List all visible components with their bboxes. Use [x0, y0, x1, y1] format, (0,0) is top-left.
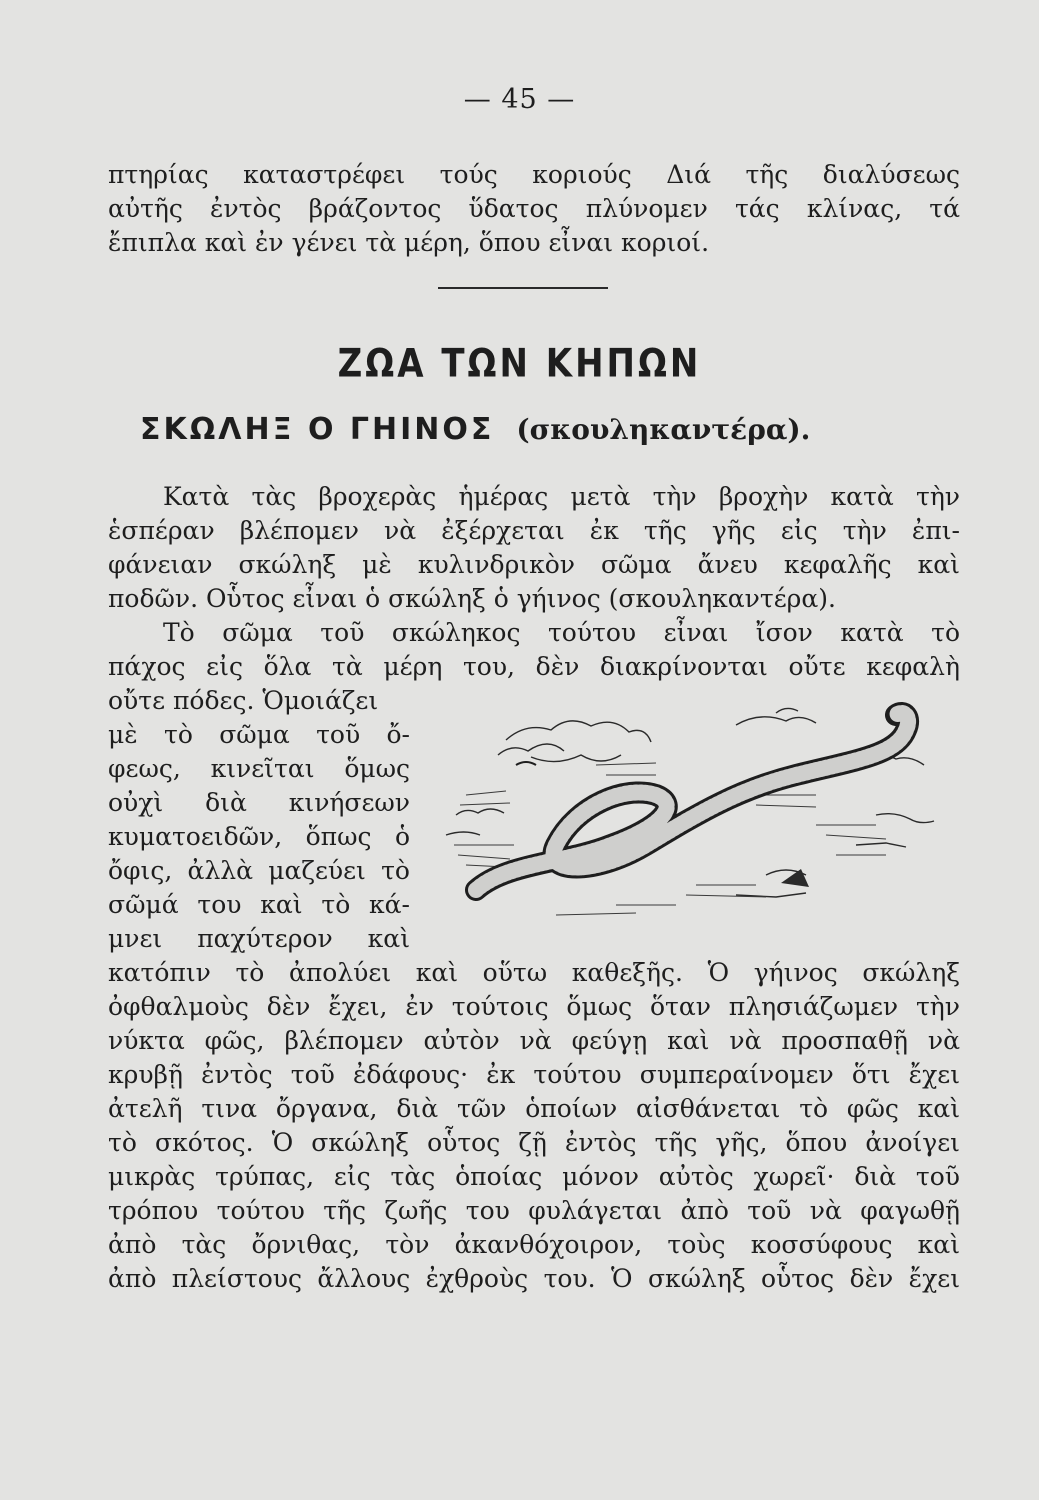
subsection-heading: [140, 412, 810, 447]
paragraph-line: ἑσπέραν βλέπομεν νὰ ἐξέρχεται ἐκ τῆς γῆς εἰς τὴν ἐπι-: [108, 516, 960, 545]
page-number: — 45 —: [463, 84, 576, 115]
paragraph-line: κρυβῇ ἐντὸς τοῦ ἐδάφους· ἐκ τούτου συμπεραίνομεν ὅτι ἔχει: [108, 1060, 960, 1089]
earthworm-engraving-icon: [436, 695, 956, 930]
intro-line: πτηρίας καταστρέφει τούς κοριούς Διά τῆς διαλύσεως: [108, 160, 960, 189]
paragraph-line: τὸ σκότος. Ὁ σκώληξ οὗτος ζῇ ἐντὸς τῆς γῆς, ὅπου ἀνοίγει: [108, 1128, 960, 1157]
section-divider: [438, 287, 608, 289]
paragraph-line: ἀπὸ τὰς ὄρνιθας, τὸν ἀκανθόχοιρον, τοὺς κοσσύφους καὶ: [108, 1230, 960, 1259]
paragraph-line: Τὸ σῶμα τοῦ σκώληκος τούτου εἶναι ἴσον κατὰ τὸ: [163, 618, 960, 647]
wrapped-line: οὐχὶ διὰ κινήσεων: [108, 788, 410, 817]
paragraph-line: πάχος εἰς ὅλα τὰ μέρη του, δὲν διακρίνονται οὔτε κεφαλὴ: [108, 652, 960, 681]
wrapped-line: ὄφις, ἀλλὰ μαζεύει τὸ: [108, 856, 410, 885]
wrapped-line: μὲ τὸ σῶμα τοῦ ὄ-: [108, 720, 410, 749]
paragraph-line: ἀτελῆ τινα ὄργανα, διὰ τῶν ὁποίων αἰσθάνεται τὸ φῶς καὶ: [108, 1094, 960, 1123]
subsection-title: ΣΚΩΛΗΞ Ο ΓΗΙΝΟΣ: [140, 412, 495, 447]
section-heading: ΖΩΑ ΤΩΝ ΚΗΠΩΝ: [337, 341, 702, 387]
wrapped-line: φεως, κινεῖται ὅμως: [108, 754, 410, 783]
subsection-common-name: (σκουληκαντέρα).: [516, 413, 811, 446]
paragraph-line: Κατὰ τὰς βροχερὰς ἡμέρας μετὰ τὴν βροχὴν κατὰ τὴν: [163, 482, 960, 511]
paragraph-line: ἀπὸ πλείστους ἄλλους ἐχθροὺς του. Ὁ σκώληξ οὗτος δὲν ἔχει: [108, 1264, 960, 1293]
paragraph-line: οὔτε πόδες. Ὁμοιάζει: [108, 686, 379, 715]
wrapped-line: κυματοειδῶν, ὅπως ὁ: [108, 822, 410, 851]
paragraph-line: μικρὰς τρύπας, εἰς τὰς ὁποίας μόνον αὐτὸς χωρεῖ· διὰ τοῦ: [108, 1162, 960, 1191]
paragraph-line: ὀφθαλμοὺς δὲν ἔχει, ἐν τούτοις ὅμως ὅταν πλησιάζωμεν τὴν: [108, 992, 960, 1021]
paragraph-line: ποδῶν. Οὗτος εἶναι ὁ σκώληξ ὁ γήινος (σκουληκαντέρα).: [108, 584, 836, 613]
paragraph-line: φάνειαν σκώληξ μὲ κυλινδρικὸν σῶμα ἄνευ κεφαλῆς καὶ: [108, 550, 960, 579]
paragraph-line: νύκτα φῶς, βλέπομεν αὐτὸν νὰ φεύγῃ καὶ νὰ προσπαθῇ νὰ: [108, 1026, 960, 1055]
paragraph-line: τρόπου τούτου τῆς ζωῆς του φυλάγεται ἀπὸ τοῦ νὰ φαγωθῇ: [108, 1196, 960, 1225]
paragraph-line: κατόπιν τὸ ἀπολύει καὶ οὕτω καθεξῆς. Ὁ γήινος σκώληξ: [108, 958, 960, 987]
intro-line: ἔπιπλα καὶ ἐν γένει τὰ μέρη, ὅπου εἶναι κοριοί.: [108, 228, 710, 257]
wrapped-line: σῶμά του καὶ τὸ κά-: [108, 890, 410, 919]
wrapped-line: μνει παχύτερον καὶ: [108, 924, 410, 953]
intro-line: αὐτῆς ἐντὸς βράζοντος ὕδατος πλύνομεν τάς κλίνας, τά: [108, 194, 960, 223]
